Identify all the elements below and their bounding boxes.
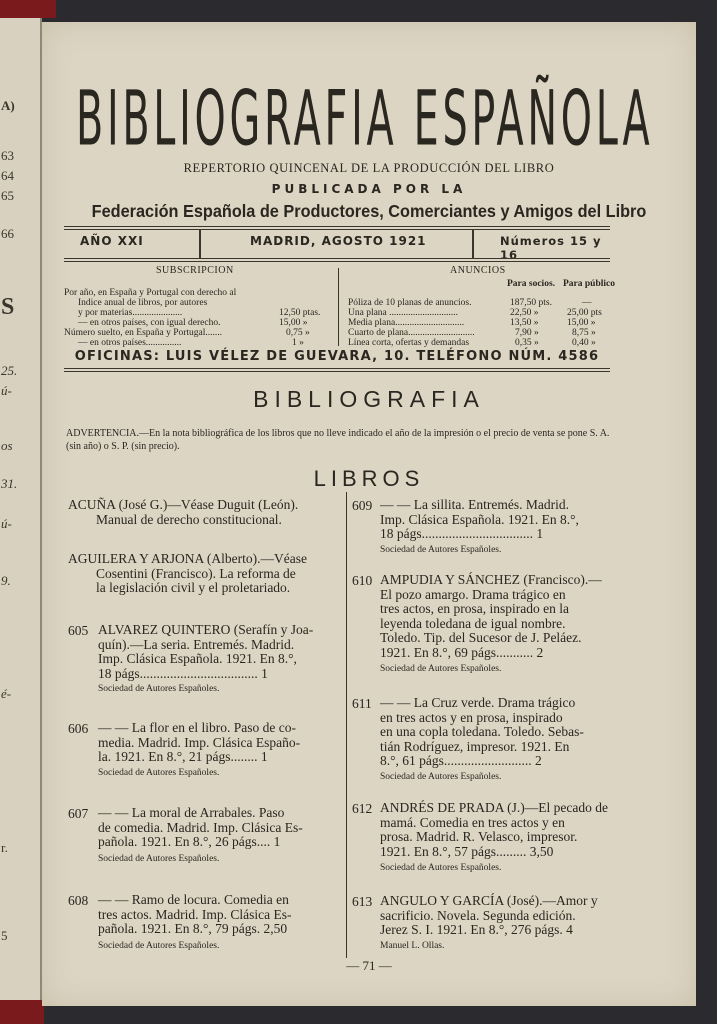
prev-page-fragment: 9.	[1, 573, 11, 588]
entry-611	[380, 696, 584, 769]
subscription-line: — en otros países, con igual derecho.	[78, 318, 221, 328]
entry-publisher: Sociedad de Autores Españoles.	[98, 684, 220, 694]
ads-row-socios: 187,50 pts.	[510, 298, 552, 308]
entry-line: de comedia. Madrid. Imp. Clásica Es-	[98, 819, 303, 835]
entry-publisher: Sociedad de Autores Españoles.	[380, 664, 502, 674]
entry-613	[380, 894, 598, 938]
entry-line: la legislación civil y el proletariado.	[96, 580, 291, 596]
entry-number: 605	[68, 623, 89, 638]
rule	[64, 258, 610, 259]
prev-page-fragment: 31.	[1, 476, 18, 491]
issue-place-date: MADRID, AGOSTO 1921	[250, 234, 427, 248]
entry-line: tres actos, en prosa, inspirado en la	[380, 601, 569, 617]
section-title: BIBLIOGRAFIA	[253, 386, 485, 412]
prev-page-fragment: r.	[1, 840, 8, 855]
ads-row-publico: —	[582, 298, 592, 308]
entry-line: leyenda toledana de igual nombre.	[380, 615, 566, 631]
entry-line: la. 1921. En 8.°, 21 págs........ 1	[98, 749, 268, 765]
divider	[199, 230, 201, 258]
ads-title: ANUNCIOS	[450, 265, 506, 276]
entry-line: — — La moral de Arrabales. Paso	[98, 805, 285, 820]
prev-page-fragment: ú-	[1, 383, 12, 398]
entry-number: 610	[352, 573, 373, 588]
entry-line: AMPUDIA Y SÁNCHEZ (Francisco).—	[380, 572, 602, 587]
entry-line: ANGULO Y GARCÍA (José).—Amor y	[380, 893, 598, 908]
red-ribbon-bottom	[0, 1000, 44, 1024]
prev-page-fragment: ú-	[1, 516, 12, 531]
entry-line: 18 págs................................... 1	[98, 665, 268, 681]
ads-row-socios: 0,35 »	[515, 338, 539, 348]
previous-page-edge	[0, 18, 42, 1008]
entry-line: — — Ramo de locura. Comedia en	[98, 892, 289, 907]
entry-line: 8.°, 61 págs.......................... 2	[380, 753, 542, 769]
entry-line: El pozo amargo. Drama trágico en	[380, 586, 566, 602]
subscription-price: 15,00 »	[279, 318, 308, 328]
ads-row-socios: 7,90 »	[515, 328, 539, 338]
prev-page-fragment: 5	[1, 928, 8, 943]
entry-line: mamá. Comedia en tres actos y en	[380, 814, 565, 830]
entry-612	[380, 801, 608, 859]
entry-line: en una copla toledana. Toledo. Sebas-	[380, 724, 584, 740]
entry-publisher: Sociedad de Autores Españoles.	[380, 863, 502, 873]
issue-year: AÑO XXI	[80, 234, 144, 248]
entry-line: quín).—La seria. Entremés. Madrid.	[98, 636, 295, 652]
subscription-line: Por año, en España y Portugal con derecho al	[64, 288, 237, 298]
ads-row-label: Línea corta, ofertas y demandas	[348, 338, 470, 348]
advertencia-note: ADVERTENCIA.—En la nota bibliográfica de los libros que no lleve indicado el año de la impresión o el precio de venta se pone S. A. (sin año) o S. P. (sin precio).	[66, 428, 610, 452]
subscription-title: SUBSCRIPCION	[156, 265, 234, 276]
subscription-price: 1 »	[292, 338, 304, 348]
journal-page	[42, 22, 696, 1006]
column-divider	[346, 492, 347, 958]
masthead-title: BIBLIOGRAFIA ESPAÑOLA	[76, 76, 654, 164]
entry-line: ALVAREZ QUINTERO (Serafín y Joa-	[98, 622, 314, 637]
ads-col-publico: Para público	[563, 279, 615, 289]
page-number: — 71 —	[346, 958, 392, 973]
subscription-line: Número suelto, en España y Portugal.......	[64, 328, 223, 338]
rule	[64, 226, 610, 227]
prev-page-fragment: 65	[1, 188, 14, 203]
entry-line: pañola. 1921. En 8.°, 79 págs. 2,50	[98, 921, 288, 937]
entry-number: 613	[352, 894, 373, 909]
entry-number: 607	[68, 806, 89, 821]
entry-line: 1921. En 8.°, 69 págs........... 2	[380, 644, 544, 660]
prev-page-fragment: 63	[1, 148, 14, 163]
ads-row-publico: 15,00 »	[567, 318, 596, 328]
ads-row-label: Póliza de 10 planas de anuncios.	[348, 298, 472, 308]
entry-line: Imp. Clásica Española. 1921. En 8.°,	[380, 511, 579, 527]
entry-number: 611	[352, 696, 372, 711]
entry-publisher: Sociedad de Autores Españoles.	[98, 854, 220, 864]
entry-publisher: Manuel L. Ollas.	[380, 941, 445, 951]
subscription-line: Indice anual de libros, por autores	[78, 298, 208, 308]
entry-number: 606	[68, 721, 89, 736]
entry-line: Manual de derecho constitucional.	[96, 511, 282, 527]
entry-line: Jerez S. I. 1921. En 8.°, 276 págs. 4	[380, 922, 573, 938]
entry-publisher: Sociedad de Autores Españoles.	[98, 768, 220, 778]
prev-page-fragment: 66	[1, 226, 14, 241]
entry-line: sacrificio. Novela. Segunda edición.	[380, 907, 576, 923]
ads-row-label: Cuarto de plana............................	[348, 328, 475, 338]
entry-line: Imp. Clásica Española. 1921. En 8.°,	[98, 651, 297, 667]
ads-row-label: Media plana.............................	[348, 318, 465, 328]
divider	[338, 268, 339, 346]
subscription-price: 0,75 »	[286, 328, 310, 338]
issue-numbers: Números 15 y 16	[500, 234, 602, 262]
prev-page-fragment: 25.	[1, 363, 18, 378]
entry-line: prosa. Madrid. R. Velasco, impresor.	[380, 829, 578, 845]
red-ribbon-top	[0, 0, 56, 18]
masthead-subtitle: REPERTORIO QUINCENAL DE LA PRODUCCIÓN DEL LIBRO	[183, 161, 555, 175]
entry-line: Cosentini (Francisco). La reforma de	[96, 565, 296, 581]
ads-row-publico: 8,75 »	[572, 328, 596, 338]
rule	[64, 368, 610, 369]
ads-row-socios: 22,50 »	[510, 308, 539, 318]
ads-col-socios: Para socios.	[507, 279, 556, 289]
ads-row-publico: 0,40 »	[572, 338, 596, 348]
entry-line: Toledo. Tip. del Sucesor de J. Peláez.	[380, 630, 582, 646]
entry-line: pañola. 1921. En 8.°, 26 págs.... 1	[98, 834, 281, 850]
entry-609	[380, 498, 579, 542]
entry-publisher: Sociedad de Autores Españoles.	[380, 772, 502, 782]
ads-row-socios: 13,50 »	[510, 318, 539, 328]
entry-606	[98, 721, 300, 765]
prev-page-fragment: é-	[1, 686, 12, 701]
entry-aguilera	[68, 552, 307, 596]
subsection-title: LIBROS	[313, 466, 425, 491]
entry-number: 612	[352, 801, 373, 816]
entry-607	[98, 806, 303, 850]
entry-line: — — La Cruz verde. Drama trágico	[380, 695, 576, 710]
published-by-line: PUBLICADA POR LA	[271, 182, 467, 196]
entry-number: 608	[68, 893, 89, 908]
entry-line: ACUÑA (José G.)—Véase Duguit (León).	[68, 497, 299, 512]
entry-line: tián Rodríguez, impresor. 1921. En	[380, 738, 570, 754]
prev-page-fragment: S	[1, 294, 15, 320]
entry-605	[98, 623, 313, 681]
entry-publisher: Sociedad de Autores Españoles.	[380, 545, 502, 555]
ads-row-label: Una plana .............................	[348, 308, 459, 318]
divider	[472, 230, 474, 258]
entry-line: media. Madrid. Imp. Clásica Españo-	[98, 734, 301, 750]
subscription-line: y por materias.....................	[78, 308, 183, 318]
entry-number: 609	[352, 498, 373, 513]
entry-acuna	[68, 498, 298, 527]
rule	[64, 371, 610, 372]
rule	[64, 261, 610, 262]
ads-row-publico: 25,00 pts	[567, 308, 602, 318]
prev-page-fragment: A)	[1, 98, 15, 113]
entry-line: — — La flor en el libro. Paso de co-	[98, 720, 296, 735]
subscription-price: 12,50 ptas.	[279, 308, 321, 318]
issue-info-bar	[64, 230, 610, 262]
entry-line: tres actos. Madrid. Imp. Clásica Es-	[98, 906, 292, 922]
entry-line: — — La sillita. Entremés. Madrid.	[380, 497, 569, 512]
entry-610	[380, 573, 602, 661]
entry-line: en tres actos y en prosa, inspirado	[380, 709, 563, 725]
publisher-federation: Federación Española de Productores, Comerciantes y Amigos del Libro	[91, 201, 647, 221]
entry-line: ANDRÉS DE PRADA (J.)—El pecado de	[380, 800, 608, 815]
prev-page-fragment: os	[1, 438, 13, 453]
entry-608	[98, 893, 291, 937]
entry-line: 18 págs................................. 1	[380, 526, 544, 542]
entry-line: AGUILERA Y ARJONA (Alberto).—Véase	[68, 551, 307, 566]
entry-publisher: Sociedad de Autores Españoles.	[98, 941, 220, 951]
offices-line: OFICINAS: LUIS VÉLEZ DE GUEVARA, 10. TELÉFONO NÚM. 4586	[74, 349, 600, 364]
prev-page-fragment: 64	[1, 168, 14, 183]
subscription-line: — en otros países...............	[78, 338, 182, 348]
entry-line: 1921. En 8.°, 57 págs......... 3,50	[380, 843, 554, 859]
